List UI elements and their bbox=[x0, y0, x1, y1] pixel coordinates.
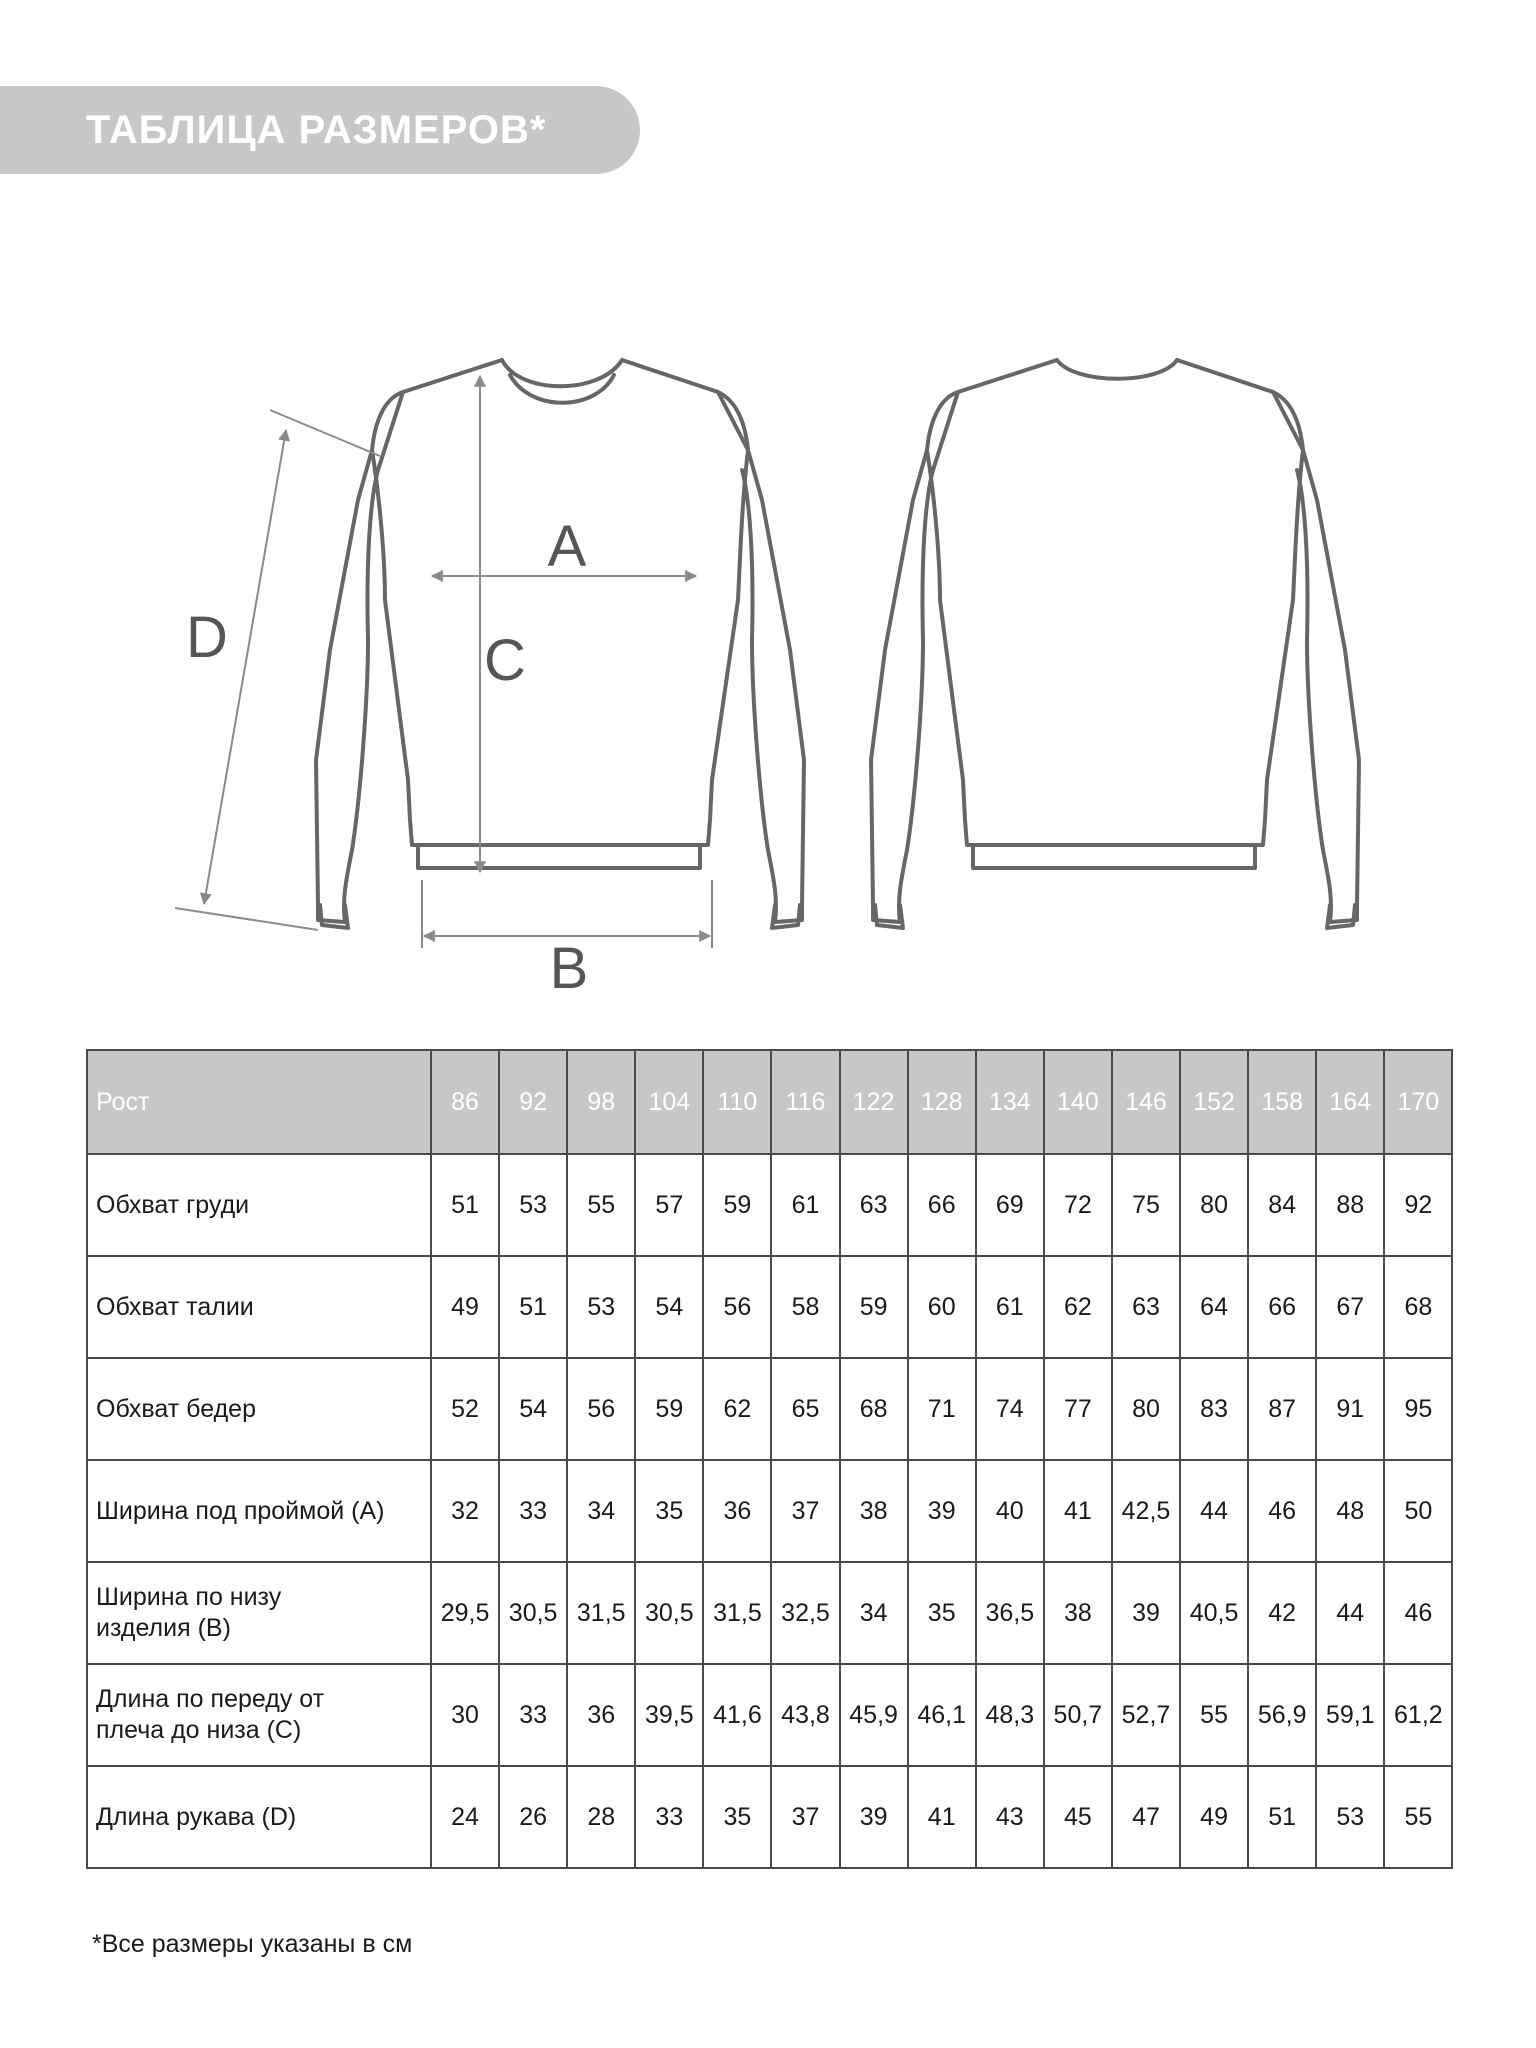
table-cell: 68 bbox=[1384, 1256, 1452, 1358]
table-cell: 83 bbox=[1180, 1358, 1248, 1460]
table-cell: 46 bbox=[1384, 1562, 1452, 1664]
table-cell: 24 bbox=[431, 1766, 499, 1868]
table-cell: 26 bbox=[499, 1766, 567, 1868]
table-cell: 39 bbox=[840, 1766, 908, 1868]
table-cell: 30,5 bbox=[499, 1562, 567, 1664]
table-cell: 51 bbox=[499, 1256, 567, 1358]
table-cell: 53 bbox=[567, 1256, 635, 1358]
table-cell: 91 bbox=[1316, 1358, 1384, 1460]
table-row bbox=[87, 1154, 1452, 1256]
header-height-128: 128 bbox=[908, 1050, 976, 1154]
table-cell: 42,5 bbox=[1112, 1460, 1180, 1562]
table-cell: 55 bbox=[567, 1154, 635, 1256]
table-cell: 38 bbox=[1044, 1562, 1112, 1664]
table-cell: 61 bbox=[976, 1256, 1044, 1358]
table-cell: 32 bbox=[431, 1460, 499, 1562]
table-cell: 38 bbox=[840, 1460, 908, 1562]
dimension-d-top-guide bbox=[270, 410, 380, 456]
header-height-104: 104 bbox=[635, 1050, 703, 1154]
table-cell: 41 bbox=[908, 1766, 976, 1868]
table-cell: 61,2 bbox=[1384, 1664, 1452, 1766]
header-height-110: 110 bbox=[703, 1050, 771, 1154]
table-cell: 67 bbox=[1316, 1256, 1384, 1358]
row-label: Обхват груди bbox=[87, 1154, 431, 1256]
back-collar bbox=[1057, 360, 1177, 379]
table-cell: 52 bbox=[431, 1358, 499, 1460]
header-height-116: 116 bbox=[771, 1050, 839, 1154]
label-d: D bbox=[186, 605, 228, 670]
header-height-164: 164 bbox=[1316, 1050, 1384, 1154]
table-row bbox=[87, 1256, 1452, 1358]
table-cell: 56 bbox=[567, 1358, 635, 1460]
row-label: Длина по переду от плеча до низа (С) bbox=[87, 1664, 431, 1766]
table-cell: 58 bbox=[771, 1256, 839, 1358]
table-cell: 48 bbox=[1316, 1460, 1384, 1562]
front-hem-band bbox=[418, 845, 700, 868]
table-cell: 34 bbox=[567, 1460, 635, 1562]
header-height-140: 140 bbox=[1044, 1050, 1112, 1154]
back-view-drawing bbox=[871, 360, 1359, 928]
label-b: B bbox=[549, 936, 589, 1001]
table-cell: 35 bbox=[908, 1562, 976, 1664]
table-cell: 50 bbox=[1384, 1460, 1452, 1562]
table-cell: 61 bbox=[771, 1154, 839, 1256]
front-view-drawing bbox=[316, 360, 804, 928]
table-cell: 60 bbox=[908, 1256, 976, 1358]
table-cell: 33 bbox=[635, 1766, 703, 1868]
table-cell: 46,1 bbox=[908, 1664, 976, 1766]
table-cell: 37 bbox=[771, 1460, 839, 1562]
table-cell: 56,9 bbox=[1248, 1664, 1316, 1766]
table-cell: 62 bbox=[1044, 1256, 1112, 1358]
table-cell: 45 bbox=[1044, 1766, 1112, 1868]
table-row bbox=[87, 1766, 1452, 1868]
table-cell: 53 bbox=[1316, 1766, 1384, 1868]
label-a: A bbox=[547, 514, 587, 579]
table-cell: 41,6 bbox=[703, 1664, 771, 1766]
row-label: Обхват талии bbox=[87, 1256, 431, 1358]
table-row bbox=[87, 1358, 1452, 1460]
table-cell: 75 bbox=[1112, 1154, 1180, 1256]
header-label: Рост bbox=[87, 1050, 431, 1154]
table-cell: 64 bbox=[1180, 1256, 1248, 1358]
table-cell: 80 bbox=[1112, 1358, 1180, 1460]
table-cell: 31,5 bbox=[703, 1562, 771, 1664]
table-cell: 53 bbox=[499, 1154, 567, 1256]
table-cell: 56 bbox=[703, 1256, 771, 1358]
table-cell: 54 bbox=[499, 1358, 567, 1460]
header-height-98: 98 bbox=[567, 1050, 635, 1154]
header-height-134: 134 bbox=[976, 1050, 1044, 1154]
table-row bbox=[87, 1460, 1452, 1562]
dimension-d-bottom-guide bbox=[175, 908, 318, 930]
row-label: Ширина по низу изделия (В) bbox=[87, 1562, 431, 1664]
table-cell: 92 bbox=[1384, 1154, 1452, 1256]
table-cell: 51 bbox=[431, 1154, 499, 1256]
table-cell: 34 bbox=[840, 1562, 908, 1664]
table-cell: 41 bbox=[1044, 1460, 1112, 1562]
table-cell: 80 bbox=[1180, 1154, 1248, 1256]
title-banner bbox=[0, 86, 640, 174]
table-cell: 48,3 bbox=[976, 1664, 1044, 1766]
footnote: *Все размеры указаны в см bbox=[92, 1930, 413, 1958]
table-cell: 39 bbox=[1112, 1562, 1180, 1664]
table-cell: 66 bbox=[1248, 1256, 1316, 1358]
header-height-146: 146 bbox=[1112, 1050, 1180, 1154]
table-cell: 47 bbox=[1112, 1766, 1180, 1868]
table-row bbox=[87, 1664, 1452, 1766]
size-table bbox=[86, 1049, 1453, 1869]
table-cell: 44 bbox=[1316, 1562, 1384, 1664]
table-cell: 55 bbox=[1384, 1766, 1452, 1868]
table-cell: 59 bbox=[840, 1256, 908, 1358]
table-cell: 32,5 bbox=[771, 1562, 839, 1664]
row-label: Длина рукава (D) bbox=[87, 1766, 431, 1868]
table-cell: 31,5 bbox=[567, 1562, 635, 1664]
table-cell: 42 bbox=[1248, 1562, 1316, 1664]
dimension-lines bbox=[175, 376, 712, 948]
table-cell: 95 bbox=[1384, 1358, 1452, 1460]
table-cell: 63 bbox=[840, 1154, 908, 1256]
table-cell: 28 bbox=[567, 1766, 635, 1868]
table-cell: 35 bbox=[635, 1460, 703, 1562]
table-cell: 59 bbox=[635, 1358, 703, 1460]
table-cell: 45,9 bbox=[840, 1664, 908, 1766]
table-cell: 33 bbox=[499, 1664, 567, 1766]
table-cell: 40 bbox=[976, 1460, 1044, 1562]
header-height-122: 122 bbox=[840, 1050, 908, 1154]
table-cell: 43 bbox=[976, 1766, 1044, 1868]
table-row bbox=[87, 1562, 1452, 1664]
table-cell: 65 bbox=[771, 1358, 839, 1460]
header-height-170: 170 bbox=[1384, 1050, 1452, 1154]
sweatshirt-diagram bbox=[0, 300, 1536, 1020]
table-cell: 84 bbox=[1248, 1154, 1316, 1256]
table-cell: 39,5 bbox=[635, 1664, 703, 1766]
table-cell: 71 bbox=[908, 1358, 976, 1460]
table-cell: 55 bbox=[1180, 1664, 1248, 1766]
table-cell: 30,5 bbox=[635, 1562, 703, 1664]
table-cell: 69 bbox=[976, 1154, 1044, 1256]
table-cell: 49 bbox=[1180, 1766, 1248, 1868]
table-cell: 36 bbox=[567, 1664, 635, 1766]
row-label: Ширина под проймой (А) bbox=[87, 1460, 431, 1562]
table-cell: 36,5 bbox=[976, 1562, 1044, 1664]
table-cell: 39 bbox=[908, 1460, 976, 1562]
table-cell: 68 bbox=[840, 1358, 908, 1460]
label-c: C bbox=[484, 628, 526, 693]
front-body-outline bbox=[316, 360, 748, 922]
table-cell: 63 bbox=[1112, 1256, 1180, 1358]
table-cell: 62 bbox=[703, 1358, 771, 1460]
front-collar-outer bbox=[502, 360, 622, 386]
table-cell: 35 bbox=[703, 1766, 771, 1868]
table-cell: 52,7 bbox=[1112, 1664, 1180, 1766]
table-cell: 43,8 bbox=[771, 1664, 839, 1766]
table-cell: 51 bbox=[1248, 1766, 1316, 1868]
table-cell: 29,5 bbox=[431, 1562, 499, 1664]
table-cell: 30 bbox=[431, 1664, 499, 1766]
table-body bbox=[87, 1154, 1452, 1868]
table-cell: 88 bbox=[1316, 1154, 1384, 1256]
table-cell: 44 bbox=[1180, 1460, 1248, 1562]
table-cell: 33 bbox=[499, 1460, 567, 1562]
header-height-92: 92 bbox=[499, 1050, 567, 1154]
table-cell: 77 bbox=[1044, 1358, 1112, 1460]
table-cell: 66 bbox=[908, 1154, 976, 1256]
table-header-row bbox=[87, 1050, 1452, 1154]
table-cell: 74 bbox=[976, 1358, 1044, 1460]
table-cell: 49 bbox=[431, 1256, 499, 1358]
table-cell: 59,1 bbox=[1316, 1664, 1384, 1766]
header-height-86: 86 bbox=[431, 1050, 499, 1154]
table-cell: 54 bbox=[635, 1256, 703, 1358]
table-cell: 50,7 bbox=[1044, 1664, 1112, 1766]
back-hem-band bbox=[973, 845, 1255, 868]
table-cell: 46 bbox=[1248, 1460, 1316, 1562]
table-cell: 59 bbox=[703, 1154, 771, 1256]
table-cell: 87 bbox=[1248, 1358, 1316, 1460]
table-cell: 72 bbox=[1044, 1154, 1112, 1256]
back-body-outline bbox=[871, 360, 1303, 922]
page-title: ТАБЛИЦА РАЗМЕРОВ* bbox=[86, 108, 547, 152]
header-height-152: 152 bbox=[1180, 1050, 1248, 1154]
table-cell: 57 bbox=[635, 1154, 703, 1256]
table-cell: 37 bbox=[771, 1766, 839, 1868]
header-height-158: 158 bbox=[1248, 1050, 1316, 1154]
row-label: Обхват бедер bbox=[87, 1358, 431, 1460]
table-cell: 40,5 bbox=[1180, 1562, 1248, 1664]
table-cell: 36 bbox=[703, 1460, 771, 1562]
